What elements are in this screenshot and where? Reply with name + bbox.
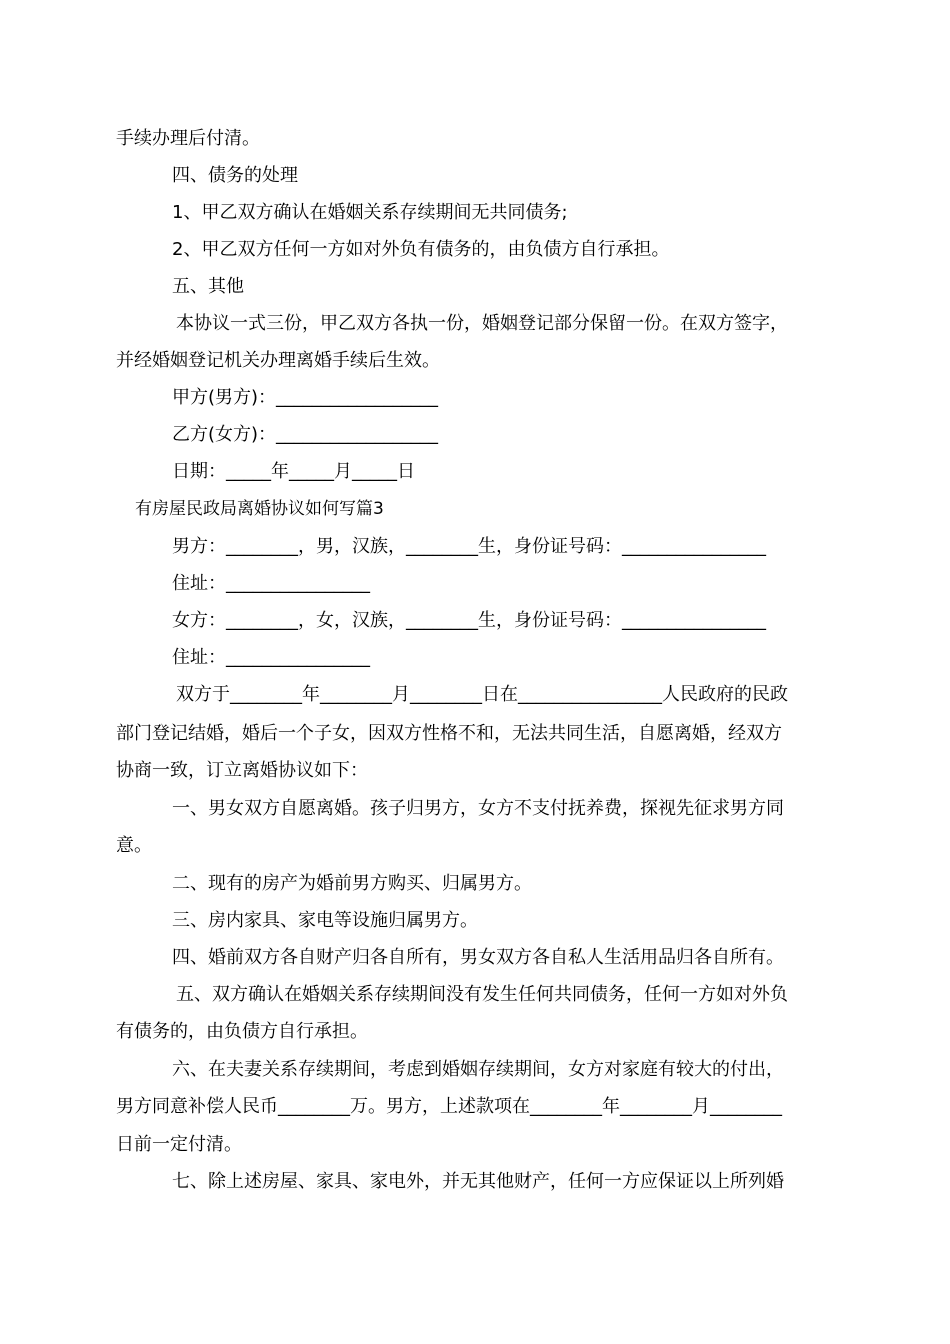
text-line: 二、现有的房产为婚前男方购买、归属男方。 [172,873,532,894]
text-line: 协商一致，订立离婚协议如下： [116,760,368,781]
text-line: 住址：________________ [172,647,370,668]
text-line: 五、双方确认在婚姻关系存续期间没有发生任何共同债务，任何一方如对外负 [176,984,788,1005]
text-line: 男方：________，男，汉族，________生，身份证号码：________________ [172,536,766,557]
section-heading: 四、债务的处理 [172,165,298,186]
text-line: 住址：________________ [172,573,370,594]
text-line: 男方同意补偿人民币________万。男方，上述款项在________年________月________ [116,1096,782,1117]
signature-line-party-a: 甲方(男方)：__________________ [172,387,439,408]
text-line: 本协议一式三份，甲乙双方各执一份，婚姻登记部分保留一份。在双方签字， [176,313,788,334]
text-line: 意。 [116,835,152,856]
text-line: 并经婚姻登记机关办理离婚手续后生效。 [116,350,440,371]
text-line: 六、在夫妻关系存续期间，考虑到婚姻存续期间，女方对家庭有较大的付出， [172,1059,784,1080]
text-line: 1、甲乙双方确认在婚姻关系存续期间无共同债务; [172,202,568,223]
signature-line-party-b: 乙方(女方)：__________________ [172,424,439,445]
text-line: 2、甲乙双方任何一方如对外负有债务的，由负债方自行承担。 [172,239,670,260]
text-line: 日前一定付清。 [116,1134,242,1155]
text-line: 手续办理后付清。 [116,128,260,149]
text-line: 双方于________年________月________日在________________人民政府的民政 [176,684,788,705]
text-line: 女方：________，女，汉族，________生，身份证号码：________________ [172,610,766,631]
text-line: 三、房内家具、家电等设施归属男方。 [172,910,478,931]
text-line: 一、男女双方自愿离婚。孩子归男方，女方不支付抚养费，探视先征求男方同 [172,798,784,819]
text-line: 有债务的，由负债方自行承担。 [116,1021,368,1042]
date-line: 日期：_____年_____月_____日 [172,461,415,482]
text-line: 七、除上述房屋、家具、家电外，并无其他财产，任何一方应保证以上所列婚 [172,1171,784,1192]
article-title: 有房屋民政局离婚协议如何写篇3 [135,499,384,519]
text-line: 部门登记结婚，婚后一个子女，因双方性格不和，无法共同生活，自愿离婚，经双方 [116,723,782,744]
section-heading: 五、其他 [172,276,244,297]
text-line: 四、婚前双方各自财产归各自所有，男女双方各自私人生活用品归各自所有。 [172,947,784,968]
